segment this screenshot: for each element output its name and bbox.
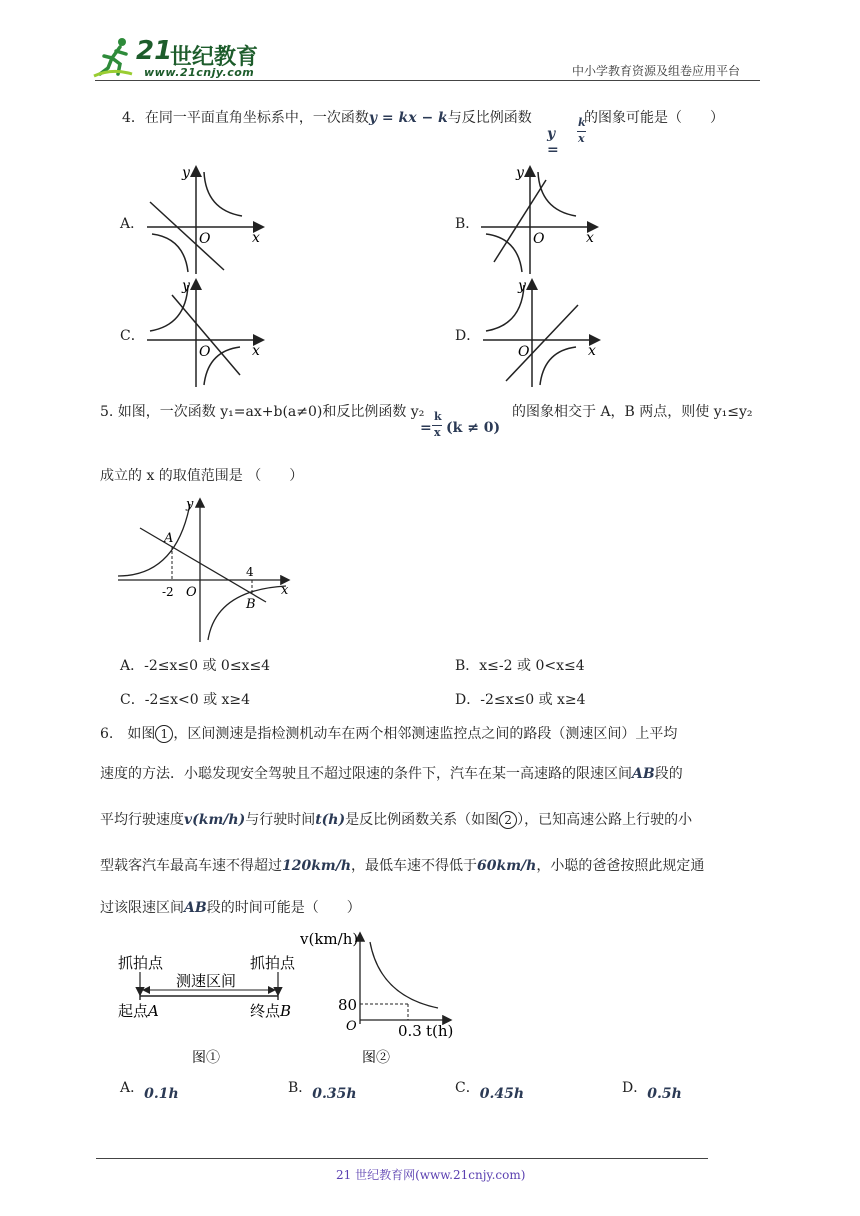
q5-option-d[interactable]: D．-2≤x≤0 或 x≥4 [455,692,586,708]
q4-prefix: 4．在同一平面直角坐标系中，一次函数 [122,110,369,126]
q6-l4a: 型载客汽车最高车速不得超过 [100,858,282,874]
q6-l3c: 与行驶时间 [245,812,316,828]
q4-graph-b[interactable] [476,162,606,277]
q4-option-c-label[interactable]: C． [120,328,145,344]
q5-graph-point-a: A [164,531,174,546]
q6-option-b[interactable] [288,1078,357,1102]
q5-graph-tick-4: 4 [246,565,254,579]
q5-formula-eq: = [420,420,432,436]
footer-rule [96,1158,708,1159]
q5-option-b[interactable]: B．x≤-2 或 0<x≤4 [455,658,585,674]
q6-l4e: ，小聪的爸爸按照此规定通 [536,858,705,874]
q5-option-a[interactable]: A．-2≤x≤0 或 0≤x≤4 [120,658,271,674]
q6-figure-1 [112,948,312,1068]
q5-line1-a: 5. 如图，一次函数 y₁=ax+b(a≠0)和反比例函数 y₂ [100,404,425,420]
q4-b-origin: O [533,231,545,247]
fig1-start-letter: A [148,1002,159,1020]
q5-line2: 成立的 x 的取值范围是 （ ） [100,468,304,484]
q4-graph-a[interactable] [142,162,272,277]
q6-l5b: AB [184,900,207,916]
q4-mid: 与反比例函数 [447,110,532,126]
q4-stem [122,108,532,128]
fig2-origin: O [346,1019,357,1034]
q4-c-origin: O [199,344,211,360]
q6-line1 [100,724,677,744]
q5-graph-x: x [281,583,289,598]
q6-option-a-value: 0.1h [144,1086,179,1102]
q4-d-origin: O [518,344,530,360]
fig1-start-cn: 起点 [118,1002,149,1020]
q4-formula-inverse-den: x [578,132,585,145]
q5-graph-y: y [186,497,194,512]
q5-graph-origin: O [186,585,197,600]
q4-formula-inverse-num: k [578,116,586,129]
q5-formula-cond: (k ≠ 0) [446,420,501,436]
q4-graph-d[interactable] [478,275,608,390]
fig2-value-03: 0.3 [398,1022,422,1040]
q6-option-c[interactable] [455,1078,524,1102]
q4-a-y-label: y [182,165,190,181]
logo-url: www.21cnjy.com [144,66,255,79]
q4-c-x-label: x [252,343,260,359]
q6-line2 [100,764,683,784]
q4-d-y-label: y [518,278,526,294]
q4-d-x-label: x [588,343,596,359]
q6-l3a: 平均行驶速度 [100,812,184,828]
q5-formula-num: k [434,410,442,423]
footer-text[interactable]: 21 世纪教育网(www.21cnjy.com) [336,1168,526,1182]
circled-1-icon [155,725,173,743]
q6-l1b: ，区间测速是指检测机动车在两个相邻测速监控点之间的路段（测速区间）上平均 [173,726,678,742]
q5-formula [420,410,516,440]
q6-l2c: 段的 [654,766,683,782]
q6-option-d[interactable] [622,1078,682,1102]
q4-b-x-label: x [586,230,594,246]
q6-l5a: 过该限速区间 [100,900,184,916]
fig1-end [250,1002,291,1020]
fig1-camera-right: 抓拍点 [250,954,296,972]
q6-option-d-value: 0.5h [647,1086,682,1102]
q6-l4d: 60km/h [477,858,537,874]
fig2-value-80: 80 [338,996,358,1014]
q4-option-b-label[interactable]: B． [455,216,480,232]
q6-l3e: 是反比例函数关系（如图 [345,812,500,828]
q6-l5c: 段的时间可能是（ ） [206,900,361,916]
q4-c-y-label: y [182,278,190,294]
q5-graph [116,494,296,644]
fig2-xlabel: t(h) [426,1022,454,1040]
q4-a-origin: O [199,231,211,247]
q6-l4c: ，最低车速不得低于 [351,858,478,874]
q4-formula-linear: y = kx − k [368,110,448,126]
q6-l2b: AB [632,766,655,782]
fig1-start [118,1002,159,1020]
q4-formula-inverse-lhs: y = [547,126,559,158]
header-rule [95,80,760,81]
header-logo [92,36,262,82]
q6-l3f: ），已知高速公路上行驶的小 [517,812,693,828]
q6-option-c-value: 0.45h [479,1086,524,1102]
q6-option-d-label: D． [622,1080,648,1096]
fig1-camera-left: 抓拍点 [118,954,164,972]
q4-graph-c[interactable] [142,275,272,390]
q5-graph-tick-neg2: -2 [162,585,174,599]
q4-option-a-label[interactable]: A． [120,216,145,232]
logo-title: 世纪教育 [170,45,259,70]
fig2-caption: 图② [362,1050,390,1066]
q6-option-b-label: B． [288,1080,313,1096]
fig1-end-letter: B [280,1002,292,1020]
q6-l3d: t(h) [315,812,346,828]
fig1-interval: 测速区间 [176,972,237,990]
q6-line5 [100,898,361,918]
fig2-ylabel: v(km/h) [300,930,359,948]
q6-figure-2 [300,928,470,1068]
q6-line3 [100,810,692,830]
q6-line4 [100,856,704,876]
q6-option-a[interactable] [120,1078,179,1102]
q6-l1a: 6. 如图 [100,726,156,742]
q5-graph-point-b: B [246,597,256,612]
q6-l4b: 120km/h [282,858,352,874]
circled-2-icon [499,811,517,829]
q6-l3b: v(km/h) [184,812,246,828]
q6-option-b-value: 0.35h [312,1086,357,1102]
q4-option-d-label[interactable]: D． [455,328,481,344]
circled-1-text: 1 [160,727,169,741]
runner-icon [92,36,136,80]
q4-b-y-label: y [516,165,524,181]
q6-option-c-label: C． [455,1080,480,1096]
fig1-end-cn: 终点 [250,1002,281,1020]
q4-a-x-label: x [252,230,260,246]
q4-suffix: 的图象可能是（ ） [584,110,724,126]
header-platform-text: 中小学教育资源及组卷应用平台 [572,64,741,78]
circled-2-text: 2 [504,813,512,827]
q6-option-a-label: A． [120,1080,145,1096]
q6-l2a: 速度的方法．小聪发现安全驾驶且不超过限速的条件下，汽车在某一高速路的限速区间 [100,766,632,782]
fig1-caption: 图① [192,1050,220,1066]
q5-option-c[interactable]: C．-2≤x<0 或 x≥4 [120,692,251,708]
q5-formula-den: x [434,426,441,439]
q5-line1-b: 的图象相交于 A，B 两点，则使 y₁≤y₂ [512,404,753,420]
logo-number: 21 [136,36,173,66]
